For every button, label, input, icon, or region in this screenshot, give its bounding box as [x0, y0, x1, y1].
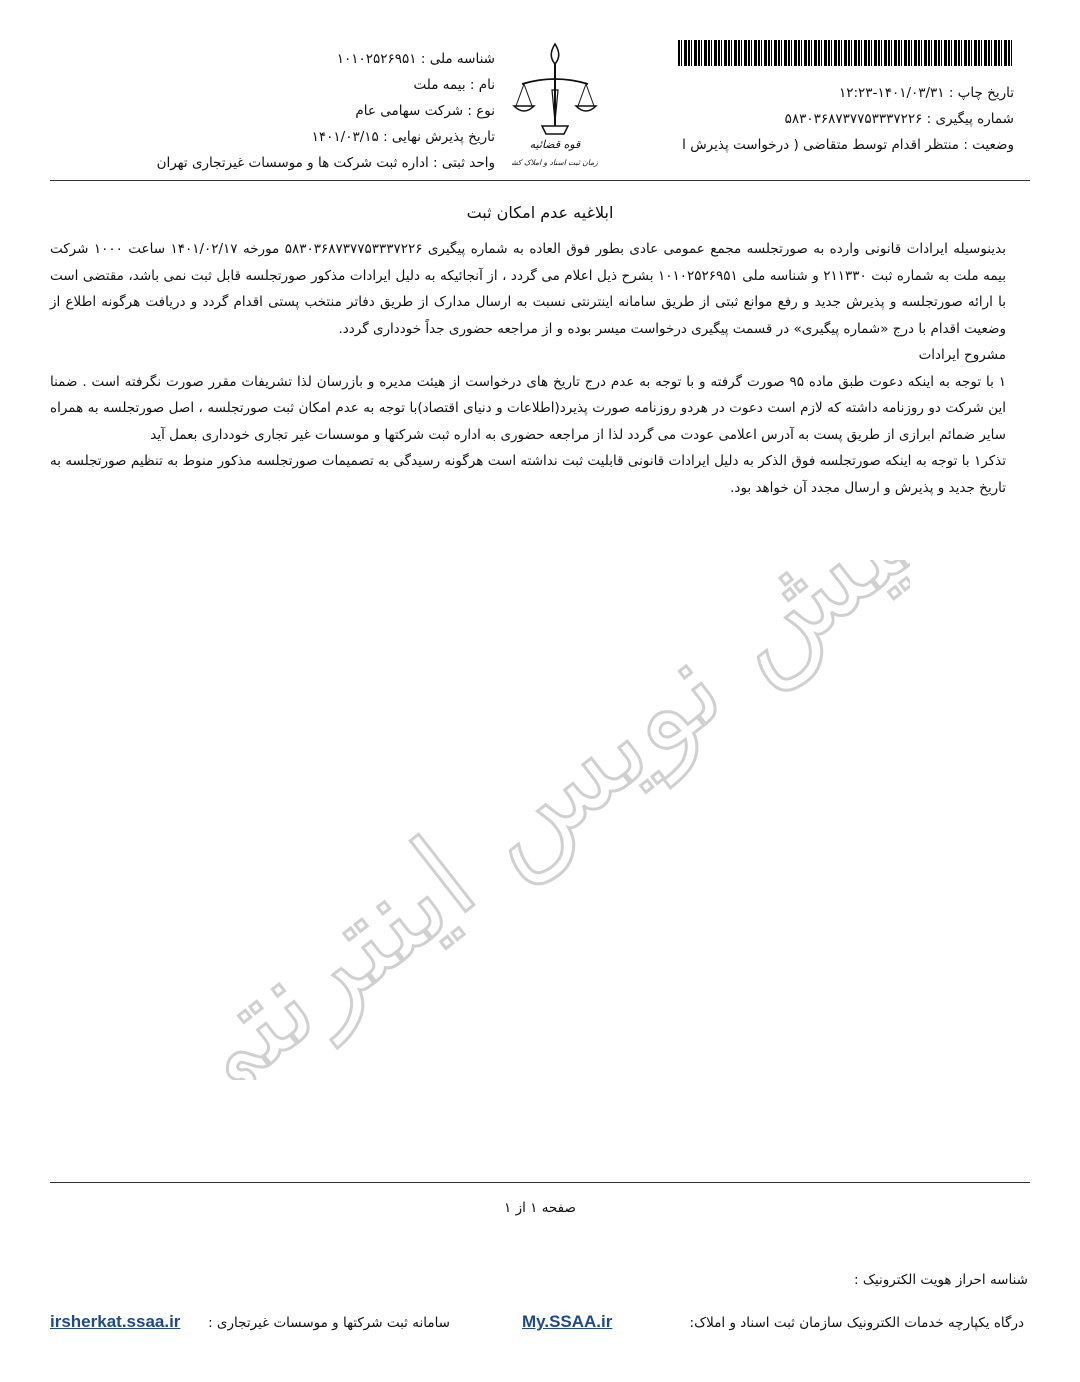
page-number: صفحه ۱ از ۱	[504, 1200, 576, 1216]
header-divider	[50, 180, 1030, 181]
system-link[interactable]: irsherkat.ssaa.ir	[50, 1312, 181, 1331]
electronic-id-label: شناسه احراز هویت الکترونیک :	[854, 1272, 1028, 1288]
system-link-wrap	[50, 1312, 180, 1332]
final-accept-date: تاریخ پذیرش نهایی : ۱۴۰۱/۰۳/۱۵	[311, 129, 495, 145]
footer-divider	[50, 1182, 1030, 1183]
registry-unit: واحد ثبتی : اداره ثبت شرکت ها و موسسات غیرتجاری تهران	[156, 155, 495, 171]
company-name: نام : بیمه ملت	[413, 77, 495, 93]
print-date: تاریخ چاپ : ۱۴۰۱/۰۳/۳۱-۱۲:۲۳	[839, 85, 1014, 101]
status: وضعیت : منتظر اقدام توسط متقاضی ( درخواست پذیرش ا	[682, 137, 1014, 153]
watermark-text: پیش نویس اینترنتی	[190, 560, 910, 1080]
emblem-line1: قوه قضائیه	[529, 138, 581, 151]
company-type: نوع : شرکت سهامی عام	[355, 103, 495, 119]
portal-group	[690, 1315, 1024, 1331]
judiciary-emblem-icon	[512, 38, 598, 173]
system-label: سامانه ثبت شرکتها و موسسات غیرتجاری :	[208, 1315, 450, 1331]
portal-link-wrap	[522, 1312, 612, 1332]
portal-label: درگاه یکپارچه خدمات الکترونیک سازمان ثبت اسناد و املاک:	[689, 1315, 1024, 1331]
document-body	[50, 236, 1006, 501]
issues-heading: مشروح ایرادات	[918, 347, 1006, 363]
print-info	[594, 80, 1014, 158]
document-title: ابلاغیه عدم امکان ثبت	[466, 203, 614, 222]
company-info	[75, 46, 495, 176]
draft-watermark	[190, 560, 910, 1080]
note-paragraph: تذکر۱ با توجه به اینکه صورتجلسه فوق الذکر به دلیل ایرادات قانونی قابلیت ثبت نداشته است هرگونه رسیدگی به تصمیمات صورتجلسه مذکور منوط به تنظیم صورتجلسه به تاریخ جدید و پذیرش و ارسال مجدد آن خواهد بود.	[50, 453, 1006, 496]
system-group	[208, 1315, 450, 1331]
tracking-number: شماره پیگیری : ۵۸۳۰۳۶۸۷۳۷۷۵۳۳۳۷۲۲۶	[784, 111, 1014, 127]
intro-paragraph: بدینوسیله ایرادات قانونی وارده به صورتجلسه مجمع عمومی عادی بطور فوق العاده به شماره پیگیری ۵۸۳۰۳۶۸۷۳۷۷۵۳۳۳۷۲۲۶ مورخه ۱۴۰۱/۰۲/۱۷ ساعت ۱۰۰۰ شرکت بیمه ملت به شماره ثبت ۲۱۱۳۳۰ و شناسه ملی ۱۰۱۰۲۵۲۶۹۵۱ بشرح ذیل اعلام می گردد ، از آنجائیکه به دلیل ایرادات مذکور صورتجلسه قابل ثبت نمی باشد، مقتضی است با ارائه صورتجلسه و پذیرش جدید و رفع موانع ثبتی از طریق سامانه اینترنتی نسبت به ارسال مدارک از طریق دفاتر منتخب پستی اقدام گردد و دریافت هرگونه اطلاع از وضعیت اقدام با درج «شماره پیگیری» در قسمت پیگیری درخواست میسر بوده و از مراجعه حضوری جداً خودداری گردد.	[50, 241, 1006, 337]
national-id: شناسه ملی : ۱۰۱۰۲۵۲۶۹۵۱	[336, 51, 495, 67]
portal-link[interactable]: My.SSAA.ir	[522, 1312, 613, 1331]
barcode	[678, 40, 1012, 66]
emblem-line2: زمان ثبت اسناد و املاک کش	[512, 158, 598, 167]
issue-1: ۱ با توجه به اینکه دعوت طبق ماده ۹۵ صورت گرفته و با توجه به عدم درج تاریخ های درخواست از هیئت مدیره و بازرسان لذا تشریفات مقرر صورت نگرفته است . ضمنا این شرکت دو روزنامه داشته که لازم است دعوت در هردو روزنامه صورت پذیرد(اطلاعات و دنیای اقتصاد)با توجه به عدم امکان ثبت صورتجلسه ، اصل صورتجلسه به همراه سایر ضمائم ابرازی از طریق پست به آدرس اعلامی عودت می گردد لذا از مراجعه حضوری به اداره ثبت شرکتها و موسسات غیر تجاری خودداری بعمل آید	[50, 373, 1006, 443]
